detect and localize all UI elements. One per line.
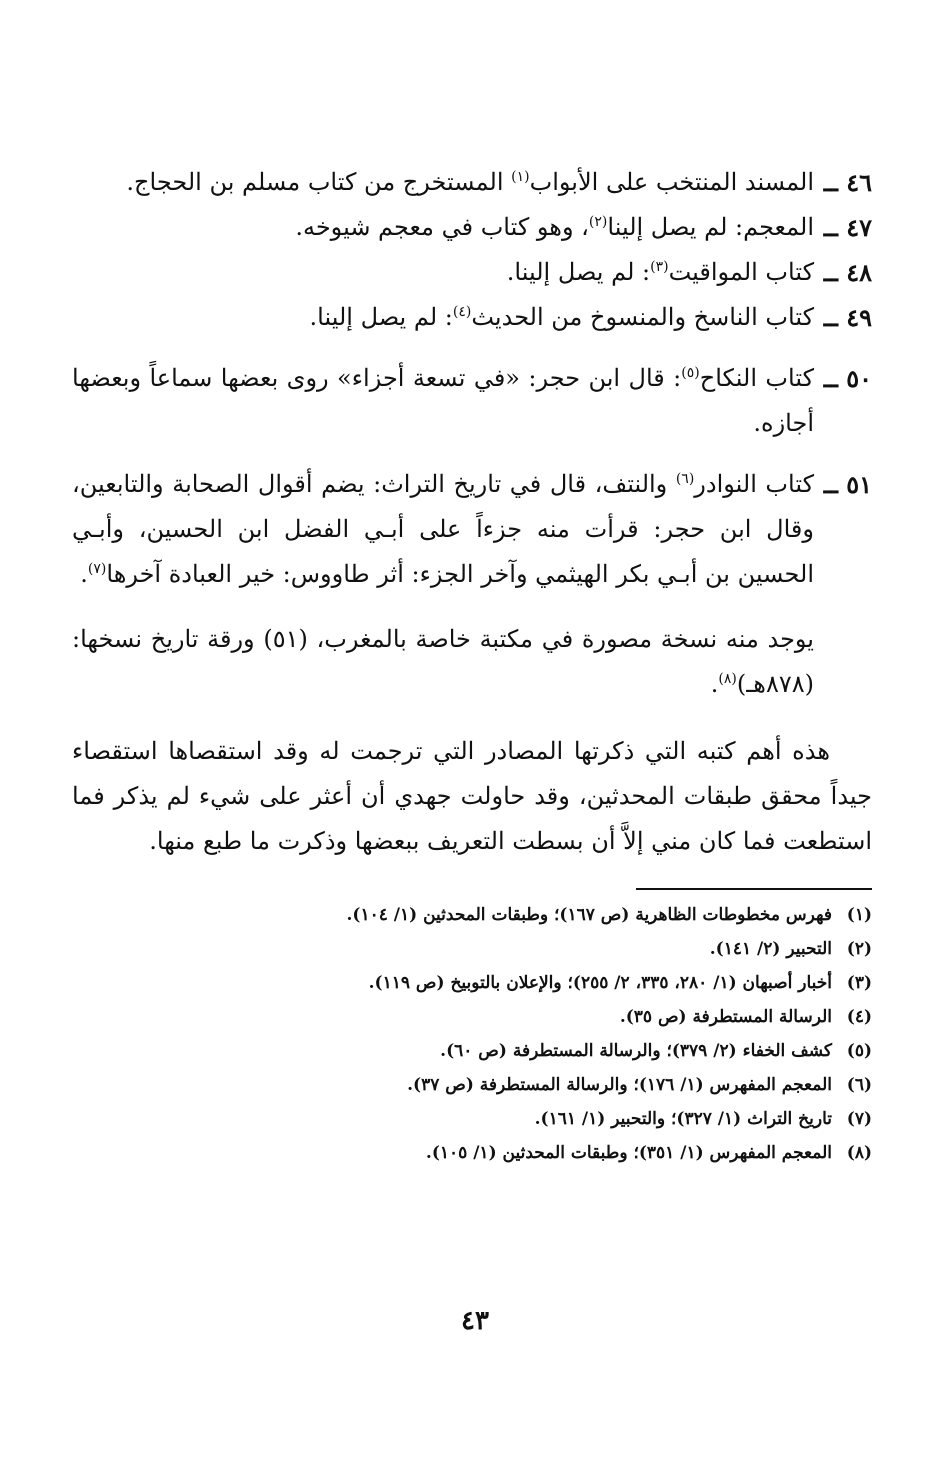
footnote-number: (١) xyxy=(846,905,872,925)
footnote-ref[interactable]: (٤) xyxy=(452,304,472,320)
entry-text: : لم يصل إلينا. xyxy=(309,303,453,331)
footnote xyxy=(72,1136,872,1170)
footnote-number: (٣) xyxy=(846,973,872,993)
footnote xyxy=(72,1034,872,1068)
entry-text: كتاب النكاح xyxy=(699,364,815,392)
entry-text: المستخرج من كتاب مسلم بن الحجاج. xyxy=(126,168,512,196)
entry-text: المعجم: لم يصل إلينا xyxy=(607,213,814,241)
entry-46 xyxy=(72,160,872,205)
footnote-text: فهرس مخطوطات الظاهرية (ص ١٦٧)؛ وطبقات المحدثين (١/ ١٠٤). xyxy=(346,905,832,925)
footnote-text: كشف الخفاء (٢/ ٣٧٩)؛ والرسالة المستطرفة (ص ٦٠). xyxy=(440,1041,832,1061)
entry-text: كتاب النوادر xyxy=(694,470,814,498)
conclusion-paragraph: هذه أهم كتبه التي ذكرتها المصادر التي ترجمت له وقد استقصاها استقصاء جيداً محقق طبقات المحدثين، وقد حاولت جهدي أن أعثر على شيء لم يذكر فما استطعت فما كان مني إلاَّ أن بسطت التعريف ببعضها وذكرت ما طبع منها. xyxy=(72,737,872,855)
copy-note-text: . xyxy=(710,670,719,698)
footnote-text: المعجم المفهرس (١/ ٣٥١)؛ وطبقات المحدثين (١/ ١٠٥). xyxy=(425,1143,832,1163)
entry-number: ٤٨ ــ xyxy=(823,258,872,287)
page-number: ٤٣ xyxy=(461,1306,489,1336)
entry-text: والنتف، قال في تاريخ التراث: يضم أقوال الصحابة والتابعين، وقال ابن حجر: قرأت منه جزءاً على أبـي الفضل ابن الحسين، وأبـي الحسين بن أبـي بكر الهيثمي وآخر الجزء: أثر طاووس: خير العبادة آخرها xyxy=(72,470,814,588)
entry-49 xyxy=(72,295,872,340)
entry-50 xyxy=(72,356,872,446)
footnote-ref[interactable]: (٧) xyxy=(87,561,107,577)
copy-note-text: يوجد منه نسخة مصورة في مكتبة خاصة بالمغرب، (٥١) ورقة تاريخ نسخها: (٨٧٨هـ) xyxy=(72,625,814,698)
entry-number: ٤٩ ــ xyxy=(823,303,872,332)
footnote xyxy=(72,1000,872,1034)
footnote-ref[interactable]: (١) xyxy=(511,169,530,185)
page-body xyxy=(72,160,872,1170)
footnote-text: التحبير (٢/ ١٤١). xyxy=(709,939,832,959)
entry-number: ٤٧ ــ xyxy=(823,213,872,242)
footnote-number: (٥) xyxy=(846,1041,872,1061)
footnote-ref[interactable]: (٦) xyxy=(675,471,695,487)
entry-48 xyxy=(72,250,872,295)
footnote xyxy=(72,966,872,1000)
footnote-ref[interactable]: (٢) xyxy=(588,214,608,230)
footnote-text: الرسالة المستطرفة (ص ٣٥). xyxy=(619,1007,832,1027)
entry-number: ٥٠ ــ xyxy=(823,364,872,393)
footnote-divider xyxy=(636,888,872,890)
footnote-number: (٨) xyxy=(846,1143,872,1163)
footnote-text: المعجم المفهرس (١/ ١٧٦)؛ والرسالة المستطرفة (ص ٣٧). xyxy=(407,1075,832,1095)
entry-number: ٤٦ ــ xyxy=(823,168,872,197)
entry-text: : قال ابن حجر: «في تسعة أجزاء» روى بعضها سماعاً وبعضها أجازه. xyxy=(72,364,814,437)
footnote xyxy=(72,898,872,932)
entry-text: ، وهو كتاب في معجم شيوخه. xyxy=(295,213,589,241)
footnote-text: تاريخ التراث (١/ ٣٢٧)؛ والتحبير (١/ ١٦١). xyxy=(534,1109,832,1129)
footnote-ref[interactable]: (٨) xyxy=(718,671,737,687)
entry-text: : لم يصل إلينا. xyxy=(506,258,651,286)
entry-number: ٥١ ــ xyxy=(823,470,872,499)
entry-text: كتاب المواقيت xyxy=(668,258,814,286)
entry-51 xyxy=(72,462,872,597)
footnote-ref[interactable]: (٣) xyxy=(650,259,669,275)
footnote-number: (٦) xyxy=(846,1075,872,1095)
footnote xyxy=(72,932,872,966)
entry-text: . xyxy=(80,560,88,588)
footnote xyxy=(72,1068,872,1102)
copy-note xyxy=(72,617,872,707)
footnotes xyxy=(72,898,872,1170)
footnote-number: (٧) xyxy=(846,1109,872,1129)
footnote-number: (٢) xyxy=(846,939,872,959)
footnote-ref[interactable]: (٥) xyxy=(681,365,700,381)
entry-text: كتاب الناسخ والمنسوخ من الحديث xyxy=(471,303,814,331)
entry-text: المسند المنتخب على الأبواب xyxy=(529,168,814,196)
footnote xyxy=(72,1102,872,1136)
entry-47 xyxy=(72,205,872,250)
footnote-text: أخبار أصبهان (١/ ٢٨٠، ٣٣٥، ٢/ ٢٥٥)؛ والإعلان بالتوبيخ (ص ١١٩). xyxy=(368,973,832,993)
footnote-number: (٤) xyxy=(846,1007,872,1027)
